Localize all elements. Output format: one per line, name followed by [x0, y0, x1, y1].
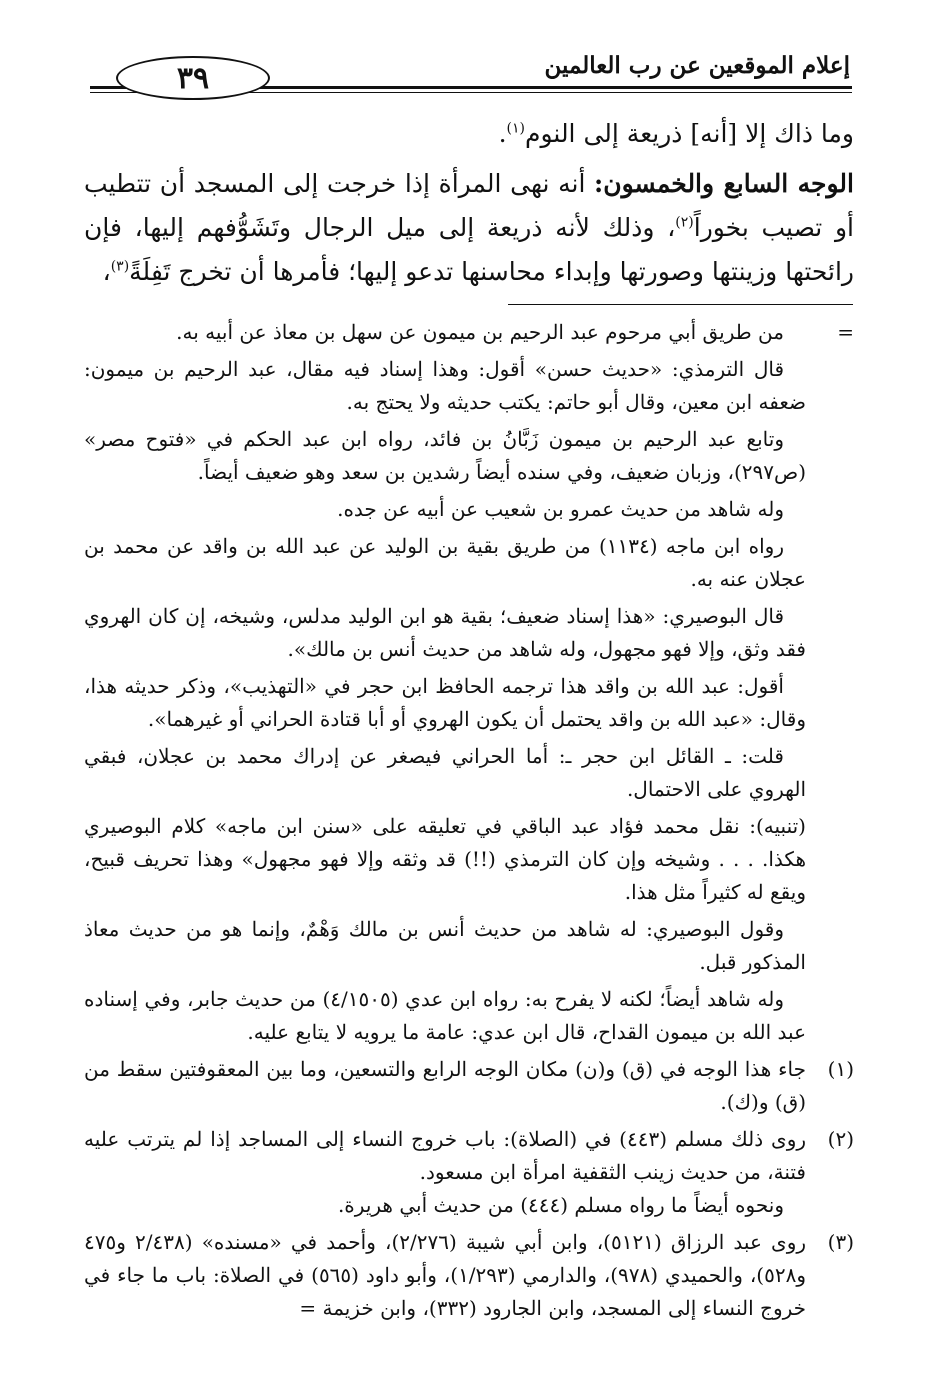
- page-header: [90, 48, 852, 108]
- footnote-1: [84, 1053, 854, 1119]
- footnote-paragraph: أقول: عبد الله بن واقد هذا ترجمه الحافظ ابن حجر في «التهذيب»، وذكر حديثه هذا، وقال: «عبد الله بن واقد يحتمل أن يكون الهروي أو أبا قتادة الحراني أو غيرهما».: [84, 674, 806, 731]
- footnote-body: [84, 1053, 806, 1119]
- footnote-ref-1: (١): [506, 120, 525, 137]
- footnote-paragraph: وله شاهد أيضاً؛ لكنه لا يفرح به: رواه ابن عدي (٤/١٥٠٥) من حديث جابر، وفي إسناده عبد الله بن ميمون القداح، قال ابن عدي: عامة ما يرويه لا يتابع عليه.: [84, 987, 806, 1044]
- book-title: إعلام الموقعين عن رب العالمين: [544, 52, 850, 79]
- main-text-run: أنه نهى المرأة إذا خرجت إلى المسجد أن تتطيب أو تصيب بخوراً: [84, 169, 854, 242]
- footnote-separator: [508, 304, 853, 305]
- continuation-marker: =: [837, 320, 854, 344]
- footnote-ref-2: (٢): [675, 214, 694, 231]
- main-text: [84, 112, 854, 294]
- footnote-paragraph: جاء هذا الوجه في (ق) و(ن) مكان الوجه الرابع والتسعين، وما بين المعقوفتين سقط من (ق) و(ك).: [84, 1057, 806, 1114]
- footnote-paragraph: من طريق أبي مرحوم عبد الرحيم بن ميمون عن سهل بن معاذ عن أبيه به.: [176, 320, 784, 344]
- main-text-run: .: [498, 119, 507, 148]
- footnote-paragraph: وقول البوصيري: له شاهد من حديث أنس بن مالك وَهْمٌ، وإنما هو من حديث معاذ المذكور قبل.: [84, 917, 806, 974]
- footnote-body: [84, 1123, 806, 1222]
- footnote-paragraph: قال البوصيري: «هذا إسناد ضعيف؛ بقية هو ابن الوليد مدلس، وشيخه، إن كان الهروي فقد وثق، وإلا فهو مجهول، وله شاهد من حديث أنس بن مالك».: [84, 604, 806, 661]
- section-heading: الوجه السابع والخمسون:: [594, 169, 854, 198]
- main-paragraph-1: [84, 112, 854, 156]
- footnote-paragraph: وتابع عبد الرحيم بن ميمون زَبَّانُ بن فائد، رواه ابن عبد الحكم في «فتوح مصر» (ص٢٩٧)، وزبان ضعيف، وفي سنده أيضاً رشدين بن سعد وهو ضعيف أيضاً.: [84, 427, 806, 484]
- footnote-paragraph: قلت: ـ القائل ابن حجر ـ: أما الحراني فيصغر عن إدراك محمد بن عجلان، فبقي الهروي على الاحتمال.: [84, 744, 806, 801]
- footnote-number: (٢): [827, 1127, 854, 1151]
- main-text-run: وما ذاك إلا [أنه] ذريعة إلى النوم: [525, 119, 854, 148]
- page-number-badge: [116, 56, 270, 100]
- page-number: ٣٩: [176, 60, 210, 96]
- footnote-number: (١): [827, 1057, 854, 1081]
- main-paragraph-2: [84, 162, 854, 294]
- footnote-paragraph: روى ذلك مسلم (٤٤٣) في (الصلاة): باب خروج النساء إلى المساجد إذا لم يترتب عليه فتنة، من حديث زينب الثقفية امرأة ابن مسعود.: [84, 1127, 807, 1184]
- footnote-paragraph: ونحوه أيضاً ما رواه مسلم (٤٤٤) من حديث أبي هريرة.: [337, 1193, 784, 1217]
- footnote-continuation: [84, 316, 854, 1049]
- main-text-run: ، وذلك لأنه ذريعة إلى ميل الرجال وتَشَوُّفهم إليها، فإن رائحتها وزينتها وصورتها وإبداء محاسنها تدعو إليها؛ فأمرها أن تخرج تَفِلَةً: [84, 213, 854, 286]
- footnote-paragraph: روى عبد الرزاق (٥١٢١)، وابن أبي شيبة (٢/٢٧٦)، وأحمد في «مسنده» (٢/٤٣٨ و٤٧٥ و٥٢٨)، والحميدي (٩٧٨)، والدارمي (١/٢٩٣)، وأبو داود (٥٦٥) في الصلاة: باب ما جاء في خروج النساء إلى المسجد، وابن الجارود (٣٣٢)، وابن خزيمة =: [84, 1230, 807, 1320]
- footnote-number: (٣): [827, 1230, 854, 1254]
- footnote-paragraph: رواه ابن ماجه (١١٣٤) من طريق بقية بن الوليد عن عبد الله بن واقد عن محمد بن عجلان عنه به.: [84, 534, 806, 591]
- footnotes: [84, 316, 854, 1325]
- footnote-paragraph: قال الترمذي: «حديث حسن» أقول: وهذا إسناد فيه مقال، عبد الرحيم بن ميمون: ضعفه ابن معين، وقال أبو حاتم: يكتب حديثه ولا يحتج به.: [84, 357, 806, 414]
- footnote-paragraph: وله شاهد من حديث عمرو بن شعيب عن أبيه عن جده.: [337, 497, 784, 521]
- footnote-body: [84, 1226, 806, 1325]
- footnote-2: [84, 1123, 854, 1222]
- footnote-3: [84, 1226, 854, 1325]
- footnote-body: [84, 316, 806, 1049]
- main-text-run: ،: [102, 257, 111, 286]
- footnote-paragraph: (تنبيه): نقل محمد فؤاد عبد الباقي في تعليقه على «سنن ابن ماجه» كلام البوصيري هكذا. . . . وشيخه وإن كان الترمذي (!!) قد وثقه وإلا فهو مجهول» وهذا تحريف قبيح، ويقع له كثيراً مثل هذا.: [84, 814, 806, 904]
- footnote-ref-3: (٣): [110, 258, 130, 275]
